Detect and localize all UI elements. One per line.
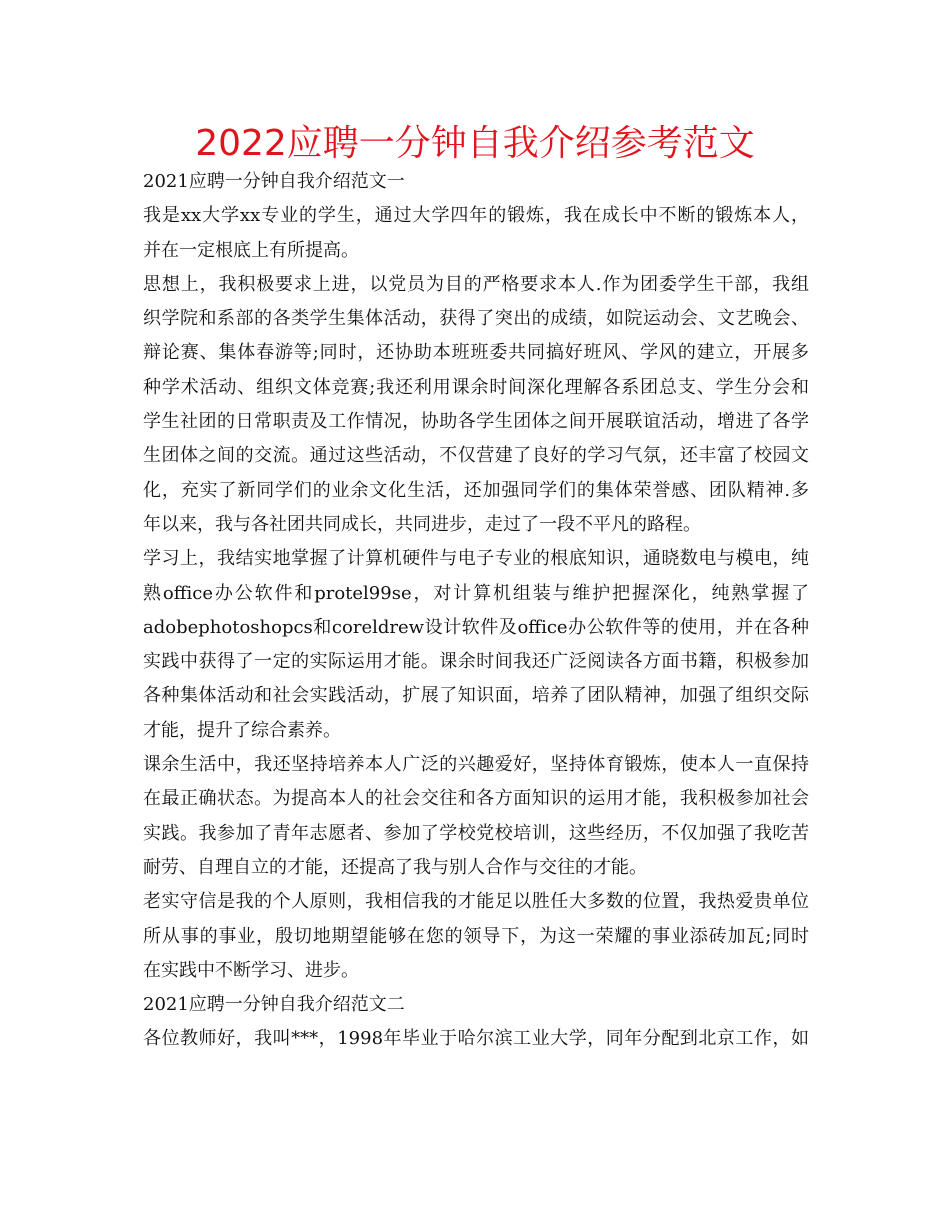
text-line: 种学术活动、组织文体竞赛;我还利用课余时间深化理解各系团总支、学生分会和	[143, 376, 809, 398]
text-line: 各种集体活动和社会实践活动，扩展了知识面，培养了团队精神，加强了组织交际	[143, 685, 809, 707]
text-line: 生团体之间的交流。通过这些活动，不仅营建了良好的学习气氛，还丰富了校园文	[143, 445, 809, 467]
text-line: 课余生活中，我还坚持培养本人广泛的兴趣爱好，坚持体育锻炼，使本人一直保持	[143, 754, 809, 776]
text-line: 织学院和系部的各类学生集体活动，获得了突出的成绩，如院运动会、文艺晚会、	[143, 308, 809, 330]
text-line: 年以来，我与各社团共同成长，共同进步，走过了一段不平凡的路程。	[143, 513, 701, 535]
text-line: 才能，提升了综合素养。	[143, 719, 341, 741]
text-line: 在最正确状态。为提高本人的社会交往和各方面知识的运用才能，我积极参加社会	[143, 788, 809, 810]
text-line: 并在一定根底上有所提高。	[143, 239, 359, 261]
text-line: 实践。我参加了青年志愿者、参加了学校党校培训，这些经历，不仅加强了我吃苦	[143, 822, 809, 844]
text-line: 老实守信是我的个人原则，我相信我的才能足以胜任大多数的位置，我热爱贵单位	[143, 891, 809, 913]
text-line: 思想上，我积极要求上进，以党员为目的严格要求本人.作为团委学生干部，我组	[143, 273, 809, 295]
document-title: 2022应聘一分钟自我介绍参考范文	[195, 123, 755, 164]
text-line: 辩论赛、集体春游等;同时，还协助本班班委共同搞好班风、学风的建立，开展多	[143, 342, 809, 364]
text-line: 熟office办公软件和protel99se，对计算机组装与维护把握深化，纯熟掌握了	[143, 582, 809, 604]
text-line: 所从事的事业，殷切地期望能够在您的领导下，为这一荣耀的事业添砖加瓦;同时	[143, 925, 809, 947]
text-line: 在实践中不断学习、进步。	[143, 959, 359, 981]
document-body	[143, 165, 809, 1057]
text-line: 各位教师好，我叫***，1998年毕业于哈尔滨工业大学，同年分配到北京工作，如	[143, 1028, 809, 1050]
text-line: 我是xx大学xx专业的学生，通过大学四年的锻炼，我在成长中不断的锻炼本人，	[143, 205, 809, 227]
text-line: 化，充实了新同学们的业余文化生活，还加强同学们的集体荣誉感、团队精神.多	[143, 479, 809, 501]
text-line: 学生社团的日常职责及工作情况，协助各学生团体之间开展联谊活动，增进了各学	[143, 411, 809, 433]
text-line: 耐劳、自理自立的才能，还提高了我与别人合作与交往的才能。	[143, 856, 647, 878]
text-line: 2021应聘一分钟自我介绍范文一	[143, 171, 405, 192]
text-line: 学习上，我结实地掌握了计算机硬件与电子专业的根底知识，通晓数电与模电，纯	[143, 548, 809, 570]
text-line: 2021应聘一分钟自我介绍范文二	[143, 994, 405, 1016]
text-line: adobephotoshopcs和coreldrew设计软件及office办公软件等的使用，并在各种	[143, 616, 809, 638]
text-line: 实践中获得了一定的实际运用才能。课余时间我还广泛阅读各方面书籍，积极参加	[143, 651, 809, 673]
